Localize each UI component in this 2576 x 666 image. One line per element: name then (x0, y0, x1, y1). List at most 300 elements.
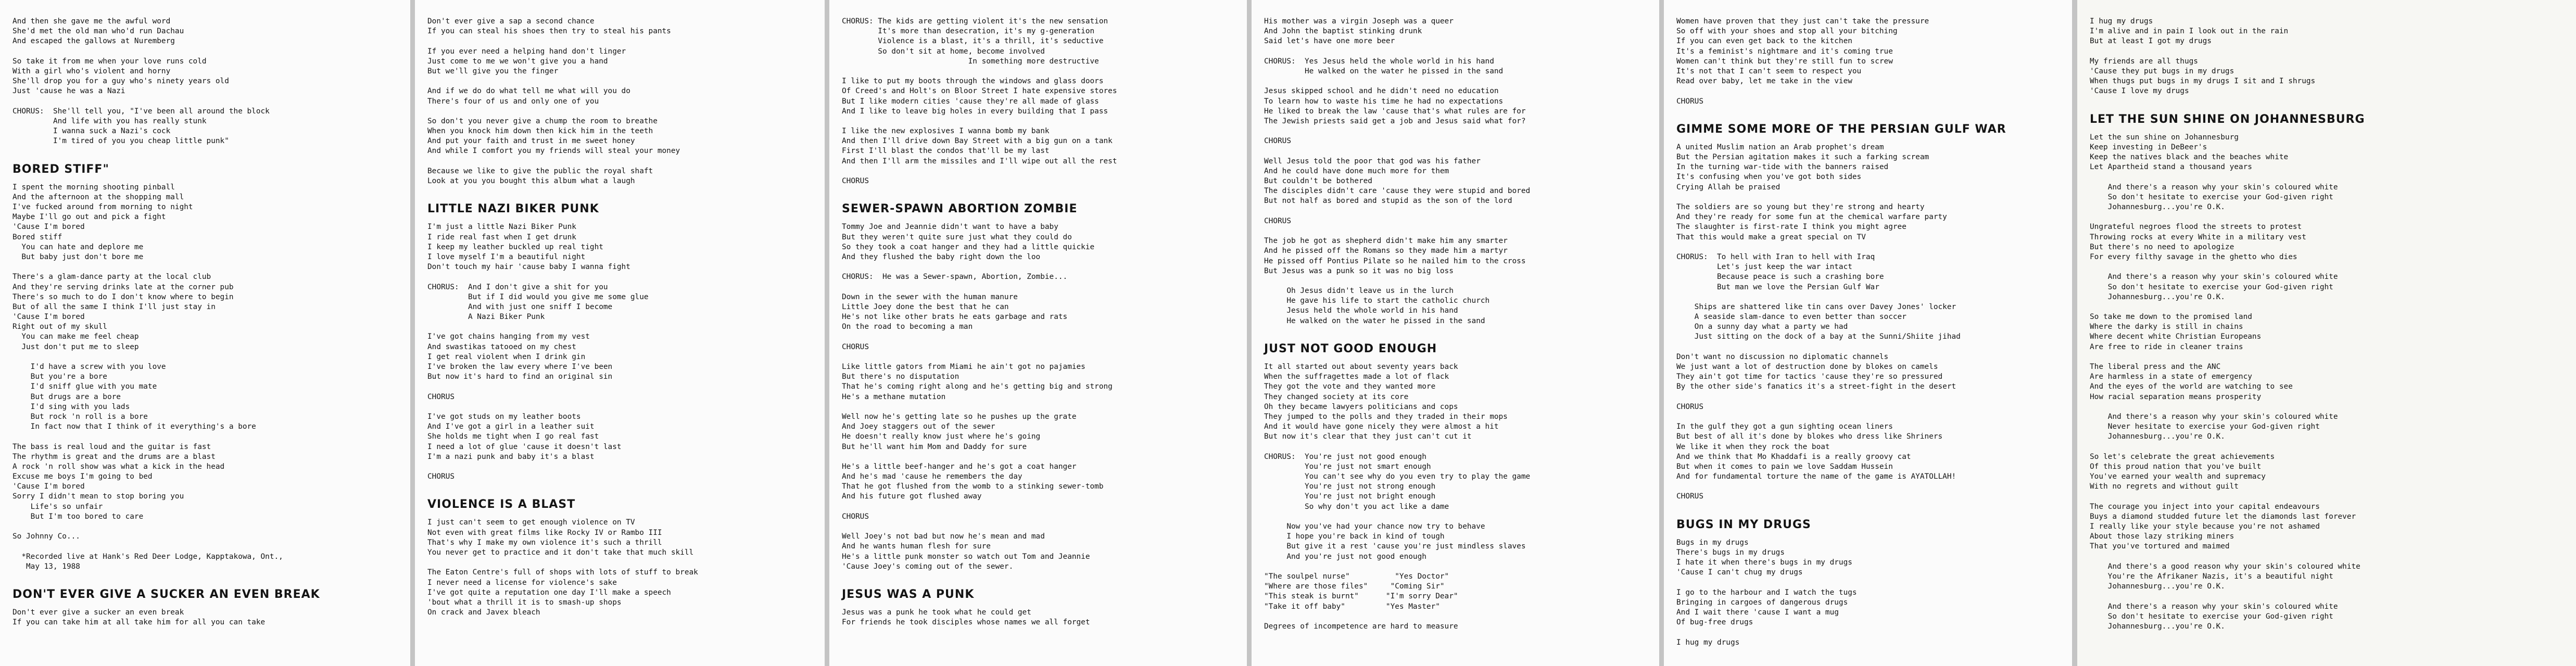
lyric-line: I like the new explosives I wanna bomb my bank (842, 127, 1050, 136)
lyric-line: CHORUS: You're just not good enough (1264, 452, 1426, 461)
blank-line (427, 558, 812, 568)
lyric-line: But I like modern cities 'cause they're all made of glass (842, 97, 1099, 106)
lyric-line: To learn how to waste his time he had no expectations (1264, 97, 1504, 106)
blank-line (1264, 276, 1647, 286)
blank-line (427, 186, 812, 196)
lyric-line: The bass is real loud and the guitar is fast (12, 442, 211, 451)
blank-line (1676, 502, 2060, 512)
blank-line (1264, 442, 1647, 452)
lyric-line: Just come to me we won't give you a hand (427, 57, 608, 66)
lyric-line: I ride real fast when I get drunk (427, 233, 576, 241)
lyric-line: And they're serving drinks late at the corner pub (12, 283, 234, 291)
lyric-line: He walked on the water he pissed in the sand (1264, 316, 1485, 325)
lyric-line: I just can't seem to get enough violence on TV (427, 518, 635, 527)
lyric-line: But we'll give you the finger (427, 67, 559, 75)
lyric-line: But you're a bore (12, 373, 107, 381)
lyric-line: I need a lot of glue 'cause it doesn't last (427, 442, 622, 451)
lyric-line: I hate it when there's bugs in my drugs (1676, 558, 1852, 567)
lyric-line: When the suffragettes made a lot of flack (1264, 373, 1449, 381)
lyric-line: I go to the harbour and I watch the tugs (1676, 588, 1857, 597)
lyric-line: Keep the natives black and the beaches white (2090, 153, 2289, 162)
lyric-line: So don't you never give a chump the room to breathe (427, 117, 658, 125)
lyric-line: Let the sun shine on Johannesburg (2090, 133, 2239, 142)
lyric-line: It's not that I can't seem to respect you (1676, 67, 1862, 75)
blank-line (842, 452, 1234, 462)
lyric-line: Of bug-free drugs (1676, 618, 1753, 627)
lyric-line: A united Muslim nation an Arab prophet's dream (1676, 143, 1884, 151)
lyric-line: 'Cause I'm bored (12, 223, 85, 232)
fold-gutter (1247, 0, 1252, 666)
lyric-line: She'll drop you for a guy who's ninety years old (12, 77, 229, 86)
lyric-line: How racial separation means prosperity (2090, 392, 2262, 401)
lyric-line: CHORUS: And I don't give a shit for you (427, 283, 608, 291)
lyric-line: You're the Afrikaner Nazis, it's a beautiful night (2090, 572, 2333, 581)
lyric-line: Johannesburg...you're O.K. (2090, 432, 2225, 441)
lyric-line: I get real violent when I drink gin (427, 352, 586, 361)
lyric-line: And his future got flushed away (842, 492, 982, 501)
lyric-line: Right out of my skull (12, 323, 107, 331)
blank-line (1264, 226, 1647, 236)
lyric-line: I'm tired of you you cheap little punk" (12, 137, 229, 146)
song-title: LET THE SUN SHINE ON JOHANNESBURG (2090, 112, 2365, 126)
lyric-line: Of Creed's and Holt's on Bloor Street I hate expensive stores (842, 87, 1117, 96)
lyric-line: I've got chains hanging from my vest (427, 332, 590, 341)
lyric-line: I'd have a screw with you love (12, 363, 166, 371)
lyric-line: But now it's clear that they just can't cut it (1264, 432, 1472, 441)
lyric-line: He's a little punk monster so watch out Tom and Jeannie (842, 552, 1090, 561)
lyric-line: Where the darky is still in chains (2090, 323, 2243, 331)
lyric-line: You're just not smart enough (1264, 462, 1431, 471)
lyric-line: And there's a good reason why your skin's coloured white (2090, 562, 2360, 571)
lyric-line: So let's celebrate the great achievements (2090, 452, 2275, 461)
lyric-line: There's bugs in my drugs (1676, 548, 1785, 557)
lyric-line: Not even with great films like Rocky IV or Rambo III (427, 528, 662, 537)
lyric-line: I've got quite a reputation one day I'll make a speech (427, 588, 671, 597)
lyric-line: He pissed off Pontius Pilate so he nailed him to the cross (1264, 257, 1526, 265)
lyric-line: And Joey staggers out of the sewer (842, 422, 995, 431)
lyric-line: And life with you has really stunk (12, 117, 207, 125)
lyric-line: And we think that Mo Khaddafi is a really groovy cat (1676, 452, 1911, 461)
lyric-line: Because we like to give the public the royal shaft (427, 166, 653, 175)
lyric-line: So don't hesitate to exercise your God-given right (2090, 283, 2333, 291)
lyric-line: He walked on the water he pissed in the sand (1264, 67, 1504, 75)
lyric-line: Little Joey done the best that he can (842, 302, 1009, 311)
lyric-line: Jesus skipped school and he didn't need no education (1264, 87, 1499, 96)
lyric-line: CHORUS (1676, 402, 1703, 411)
lyric-line: Said let's have one more beer (1264, 37, 1395, 46)
blank-line (427, 272, 812, 282)
lyric-line: They changed society at its core (1264, 392, 1409, 401)
lyric-line: So off with your shoes and stop all your bitching (1676, 27, 1898, 36)
lyric-line: But rock 'n roll is a bore (12, 412, 148, 421)
lyric-line: So don't hesitate to exercise your God-given right (2090, 612, 2333, 621)
blank-line (2090, 402, 2564, 412)
blank-line (427, 402, 812, 412)
lyric-line: And there's a reason why your skin's coloured white (2090, 602, 2338, 611)
lyric-line: Oh they became lawyers politicians and cops (1264, 402, 1458, 411)
lyric-line: You can't see why do you even try to play the game (1264, 472, 1531, 481)
blank-line (1676, 412, 2060, 422)
lyric-line: He's a little beef-hanger and he's got a coat hanger (842, 462, 1077, 471)
lyric-line: And John the baptist stinking drunk (1264, 27, 1422, 36)
fold-gutter (825, 0, 829, 666)
lyric-line: They got the vote and they wanted more (1264, 382, 1436, 391)
lyric-line: Degrees of incompetence are hard to measure (1264, 622, 1458, 631)
lyric-line: But man we love the Persian Gulf War (1676, 283, 1879, 291)
lyric-line: I wanna suck a Nazi's cock (12, 127, 171, 136)
lyric-line: Don't ever give a sucker an even break (12, 608, 184, 617)
blank-line (427, 382, 812, 392)
lyric-line: Well Joey's not bad but now he's mean and mad (842, 532, 1045, 541)
blank-line (842, 522, 1234, 532)
lyric-line: I've broken the law every where I've been (427, 363, 613, 371)
lyric-line: I've fucked around from morning to night (12, 203, 193, 211)
blank-line (842, 67, 1234, 76)
blank-line (2090, 47, 2564, 57)
blank-line (12, 542, 398, 552)
lyric-line: But they weren't quite sure just what they could do (842, 233, 1072, 241)
lyric-line: About those lazy striking miners (2090, 532, 2234, 541)
lyric-line: When you knock him down then kick him in the teeth (427, 127, 653, 136)
lyric-line: Are free to ride in cleaner trains (2090, 342, 2243, 351)
lyric-line: You're just not bright enough (1264, 492, 1436, 501)
blank-line (1676, 242, 2060, 252)
lyric-line: So take me down to the promised land (2090, 313, 2252, 322)
lyric-line: A Nazi Biker Punk (427, 313, 545, 322)
lyric-line: And I like to leave big holes in every building that I pass (842, 107, 1108, 116)
lyric-line: The job he got as shepherd didn't make him any smarter (1264, 237, 1508, 246)
lyric-line: I spent the morning shooting pinball (12, 183, 175, 191)
lyric-line: I love myself I'm a beautiful night (427, 252, 586, 261)
lyric-line: And there's a reason why your skin's coloured white (2090, 273, 2338, 281)
lyric-line: But give it a rest 'cause you're just mindless slaves (1264, 542, 1526, 551)
blank-line (1264, 146, 1647, 156)
lyric-line: 'Cause I'm bored (12, 482, 85, 491)
blank-line (842, 402, 1234, 412)
lyric-line: I keep my leather buckled up real tight (427, 242, 603, 251)
lyric-line: Never hesitate to exercise your God-given right (2090, 422, 2320, 431)
blank-line (2090, 302, 2564, 312)
lyric-line: By the other side's fanatics it's a street-fight in the desert (1676, 382, 1956, 391)
lyric-line: And with just one sniff I become (427, 302, 613, 311)
lyric-line: But the Persian agitation makes it such a farking scream (1676, 153, 1929, 162)
lyric-line: Because peace is such a crashing bore (1676, 273, 1884, 281)
lyric-line: They ain't got time for tactics 'cause they're so pressured (1676, 373, 1943, 381)
blank-line (12, 432, 398, 442)
lyric-line: But couldn't be bothered (1264, 177, 1372, 185)
lyric-line: Throwing rocks at every White in a military vest (2090, 233, 2306, 241)
blank-line (1264, 512, 1647, 522)
song-title: VIOLENCE IS A BLAST (427, 498, 576, 511)
blank-line (427, 76, 812, 86)
lyric-line: He doesn't really know just where he's going (842, 432, 1041, 441)
lyric-line: CHORUS: The kids are getting violent it's the new sensation (842, 17, 1108, 25)
blank-line (1676, 107, 2060, 117)
song-title: BORED STIFF" (12, 162, 109, 176)
lyric-line: CHORUS (842, 512, 869, 521)
lyric-line: Johannesburg...you're O.K. (2090, 582, 2225, 591)
song-title: JESUS WAS A PUNK (842, 588, 975, 601)
blank-line (842, 352, 1234, 362)
lyric-line: And he's mad 'cause he remembers the day (842, 472, 1022, 481)
blank-line (2090, 592, 2564, 601)
lyric-line: "This steak is burnt" "I'm sorry Dear" (1264, 592, 1458, 601)
lyric-line: If you can steal his shoes then try to steal his pants (427, 27, 671, 36)
lyric-line: But best of all it's done by blokes who dress like Shriners (1676, 432, 1943, 441)
lyric-line: Tommy Joe and Jeannie didn't want to have a baby (842, 223, 1058, 232)
lyric-line: That he's coming right along and he's getting big and strong (842, 382, 1113, 391)
lyric-line: So don't hesitate to exercise your God-given right (2090, 193, 2333, 201)
lyric-line: The Jewish priests said get a job and Jesus said what for? (1264, 117, 1526, 125)
lyric-line: And for fundamental torture the name of the game is AYATOLLAH! (1676, 472, 1956, 481)
blank-line (2090, 352, 2564, 362)
lyric-line: And there's a reason why your skin's coloured white (2090, 412, 2338, 421)
lyric-line: But baby just don't bore me (12, 252, 144, 261)
lyric-line: Jesus was a punk he took what he could get (842, 608, 1031, 617)
lyric-line: When thugs put bugs in my drugs I sit and I shrugs (2090, 77, 2316, 86)
fold-gutter (1659, 0, 1664, 666)
lyric-line: So Johnny Co... (12, 532, 80, 541)
lyric-line: Are harmless in a state of emergency (2090, 373, 2252, 381)
lyric-line: His mother was a virgin Joseph was a queer (1264, 17, 1454, 25)
lyric-line: It's confusing when you've got both sides (1676, 173, 1862, 182)
lyric-line: With no regrets and without guilt (2090, 482, 2239, 491)
blank-line (1676, 392, 2060, 402)
lyric-line: CHORUS: He was a Sewer-spawn, Abortion, Zombie... (842, 273, 1068, 281)
lyric-line: The Eaton Centre's full of shops with lots of stuff to break (427, 568, 698, 577)
blank-line (2090, 97, 2564, 107)
blank-line (842, 283, 1234, 292)
lyric-line: We like it when they rock the boat (1676, 442, 1830, 451)
lyric-line: It's more than desecration, it's my g-generation (842, 27, 1095, 36)
lyric-line: Look at you you bought this album what a laugh (427, 177, 635, 185)
lyric-panel-2 (415, 0, 825, 666)
lyric-line: I'm alive and in pain I look out in the rain (2090, 27, 2289, 36)
lyric-line: Just sitting on the dock of a bay at the Sunni/Shiite jihad (1676, 332, 1961, 341)
lyric-line: I hug my drugs (2090, 17, 2153, 25)
blank-line (2090, 172, 2564, 182)
lyric-line: If you can even get back to the kitchen (1676, 37, 1852, 46)
song-title: SEWER-SPAWN ABORTION ZOMBIE (842, 202, 1078, 216)
lyric-line: Well now he's getting late so he pushes up the grate (842, 412, 1077, 421)
lyric-line: But there's no disputation (842, 373, 959, 381)
lyric-line: Violence is a blast, it's a thrill, it's seductive (842, 37, 1104, 46)
lyric-line: You can make me feel cheap (12, 332, 139, 341)
lyric-line: And the eyes of the world are watching to see (2090, 382, 2293, 391)
blank-line (427, 157, 812, 166)
fold-gutter (410, 0, 415, 666)
lyric-line: In something more destructive (842, 57, 1099, 66)
lyric-line: Oh Jesus didn't leave us in the lurch (1264, 287, 1454, 296)
lyric-line: And then she gave me the awful word (12, 17, 171, 25)
lyric-line: CHORUS (1264, 216, 1291, 225)
lyric-panel-5 (1664, 0, 2072, 666)
blank-line (842, 502, 1234, 512)
lyric-line: And you're just not good enough (1264, 552, 1426, 561)
lyric-line: Johannesburg...you're O.K. (2090, 203, 2225, 211)
lyric-line: Life's so unfair (12, 502, 103, 511)
lyric-panel-6 (2077, 0, 2576, 666)
lyric-line: 'bout what a thrill it is to smash-up shops (427, 598, 622, 607)
song-title: JUST NOT GOOD ENOUGH (1264, 342, 1437, 355)
blank-line (2090, 212, 2564, 222)
lyric-line: But Jesus was a punk so it was no big loss (1264, 266, 1454, 275)
lyric-line: But there's no need to apologize (2090, 242, 2234, 251)
lyric-line: Well Jesus told the poor that god was his father (1264, 157, 1481, 165)
lyric-line: Buys a diamond studded future let the diamonds last forever (2090, 512, 2356, 521)
lyric-line: Crying Allah be praised (1676, 183, 1781, 191)
blank-line (427, 107, 812, 117)
lyric-line: A seaside slam-dance to even better than soccer (1676, 313, 1906, 322)
blank-line (12, 146, 398, 156)
blank-line (427, 36, 812, 46)
blank-line (842, 186, 1234, 196)
lyric-line: May 13, 1988 (12, 562, 80, 571)
blank-line (1264, 76, 1647, 86)
lyric-line: I never need a license for violence's sake (427, 578, 617, 587)
lyric-line: There's so much to do I don't know where to begin (12, 292, 234, 301)
blank-line (2090, 552, 2564, 562)
lyric-line: There's a glam-dance party at the local club (12, 273, 211, 281)
lyric-line: In fact now that I think of it everything's a bore (12, 422, 256, 431)
lyric-line: The courage you inject into your capital endeavours (2090, 502, 2320, 511)
lyric-line: Now you've had your chance now try to behave (1264, 522, 1485, 531)
blank-line (1676, 628, 2060, 638)
blank-line (427, 482, 812, 492)
lyric-line: And I've got a girl in a leather suit (427, 422, 595, 431)
lyric-line: They jumped to the polls and they traded in their mops (1264, 412, 1508, 421)
lyric-line: CHORUS (842, 177, 869, 185)
lyric-line: And then I'll drive down Bay Street with a big gun on a tank (842, 137, 1113, 146)
lyric-line: Bringing in cargoes of dangerous drugs (1676, 598, 1848, 607)
lyric-line: Women can't think but they're still fun to screw (1676, 57, 1893, 66)
blank-line (1676, 342, 2060, 352)
lyric-line: But drugs are a bore (12, 392, 121, 401)
lyric-line: CHORUS (427, 472, 454, 481)
lyric-line: She holds me tight when I go real fast (427, 432, 599, 441)
lyric-line: Just 'cause he was a Nazi (12, 87, 125, 96)
lyric-line: I really like your style because you're not ashamed (2090, 522, 2320, 531)
lyric-line: Let Apartheid stand a thousand years (2090, 163, 2252, 172)
lyric-line: Women have proven that they just can't take the pressure (1676, 17, 1929, 25)
lyric-line: 'Cause Joey's coming out of the sewer. (842, 562, 1014, 571)
lyric-line: You've earned your wealth and supremacy (2090, 472, 2266, 481)
lyric-line: But if I did would you give me some glue (427, 292, 649, 301)
lyric-line: You can hate and deplore me (12, 242, 144, 251)
song-title: LITTLE NAZI BIKER PUNK (427, 202, 599, 216)
lyric-line: Keep investing in DeBeer's (2090, 143, 2207, 151)
lyric-line: And it would have gone nicely they were almost a hit (1264, 422, 1499, 431)
lyric-line: CHORUS: She'll tell you, "I've been all around the block (12, 107, 270, 116)
lyric-line: And escaped the gallows at Nuremberg (12, 37, 175, 46)
lyric-line: Of this proud nation that you've built (2090, 462, 2262, 471)
lyric-line: That you've tortured and maimed (2090, 542, 2230, 551)
lyric-line: 'Cause I love my drugs (2090, 87, 2189, 96)
lyric-line: "Where are those files" "Coming Sir" (1264, 582, 1445, 591)
blank-line (2090, 442, 2564, 452)
lyric-line: And if we do do what tell me what will you do (427, 87, 630, 96)
lyric-line: A rock 'n roll show was what a kick in the head (12, 462, 225, 471)
lyric-line: I'm a nazi punk and baby it's a blast (427, 452, 595, 461)
lyric-line: For every filthy savage in the ghetto who dies (2090, 252, 2297, 261)
lyric-line: And put your faith and trust in me sweet honey (427, 137, 635, 146)
blank-line (12, 262, 398, 272)
blank-line (1676, 193, 2060, 202)
lyric-line: So they took a coat hanger and they had a little quickie (842, 242, 1095, 251)
lyric-line: And the afternoon at the shopping mall (12, 193, 184, 201)
lyric-line: *Recorded live at Hank's Red Deer Lodge, Kapptakowa, Ont., (12, 552, 283, 561)
lyric-line: But I'm too bored to care (12, 512, 144, 521)
song-title: GIMME SOME MORE OF THE PERSIAN GULF WAR (1676, 122, 2006, 136)
song-title: BUGS IN MY DRUGS (1676, 518, 1811, 531)
lyric-line: CHORUS: To hell with Iran to hell with Iraq (1676, 252, 1875, 261)
blank-line (1676, 482, 2060, 492)
lyric-line: He gave his life to start the catholic church (1264, 297, 1490, 305)
lyric-line: And while I comfort you my friends will steal your money (427, 147, 680, 156)
lyric-line: He liked to break the law 'cause that's what rules are for (1264, 107, 1526, 116)
lyric-line: Just don't put me to sleep (12, 342, 139, 351)
lyric-line: In the turning war-tide with the banners raised (1676, 163, 1889, 172)
lyric-line: With a girl who's violent and horny (12, 67, 171, 75)
lyric-line: Down in the sewer with the human manure (842, 292, 1018, 301)
lyric-line: Ungrateful negroes flood the streets to protest (2090, 223, 2302, 232)
lyric-line: Johannesburg...you're O.K. (2090, 292, 2225, 301)
lyric-line: But now it's hard to find an original sin (427, 373, 613, 381)
lyric-line: On crack and Javex bleach (427, 608, 540, 617)
lyric-line: And then I'll arm the missiles and I'll wipe out all the rest (842, 157, 1117, 165)
fold-gutter (2072, 0, 2077, 666)
lyric-line: And I wait there 'cause I want a mug (1676, 608, 1839, 617)
lyric-line: In the gulf they got a gun sighting ocean liners (1676, 422, 1893, 431)
lyric-line: 'Cause I can't chug my drugs (1676, 568, 1803, 577)
lyric-line: But he'll want him Mom and Daddy for sure (842, 442, 1027, 451)
lyric-line: "Take it off baby" "Yes Master" (1264, 602, 1440, 611)
lyric-line: I've got studs on my leather boots (427, 412, 581, 421)
blank-line (1264, 612, 1647, 622)
lyric-line: And there's a reason why your skin's coloured white (2090, 183, 2338, 191)
lyric-line: CHORUS (1676, 97, 1703, 106)
lyric-line: Bugs in my drugs (1676, 538, 1749, 547)
lyric-line: He's not like other brats he eats garbage and rats (842, 313, 1068, 322)
blank-line (842, 332, 1234, 342)
lyric-line: First I'll blast the condos that'll be my last (842, 147, 1050, 156)
lyric-line: The slaughter is first-rate I think you might agree (1676, 223, 1906, 232)
lyric-line: He's a methane mutation (842, 392, 946, 401)
lyric-line: Like little gators from Miami he ain't got no pajamies (842, 363, 1085, 371)
lyric-line: Don't ever give a sap a second chance (427, 17, 595, 25)
lyric-line: That he got flushed from the womb to a stinking sewer-tomb (842, 482, 1104, 491)
blank-line (12, 352, 398, 362)
lyric-line: 'Cause they put bugs in my drugs (2090, 67, 2234, 75)
lyric-line: Let's just keep the war intact (1676, 263, 1852, 272)
lyric-line: And they're ready for some fun at the chemical warfare party (1676, 213, 1947, 222)
lyric-line: CHORUS (842, 342, 869, 351)
lyric-line: But at least I got my drugs (2090, 37, 2212, 46)
lyric-line: On a sunny day what a party we had (1676, 323, 1848, 331)
lyric-line: Jesus held the whole world in his hand (1264, 306, 1458, 315)
lyric-line: Read over baby, let me take in the view (1676, 77, 1852, 86)
lyric-line: Excuse me boys I'm going to bed (12, 472, 153, 481)
lyric-line: I like to put my boots through the windows and glass doors (842, 77, 1104, 86)
lyric-line: And they flushed the baby right down the loo (842, 252, 1041, 261)
blank-line (1676, 86, 2060, 96)
blank-line (1264, 47, 1647, 57)
lyric-line: On the road to becoming a man (842, 323, 973, 331)
blank-line (1676, 292, 2060, 302)
lyric-line: That's why I make my own violence it's such a thrill (427, 538, 662, 547)
lyric-line: I hope you're back in kind of tough (1264, 532, 1445, 541)
lyric-line: "The soulpel nurse" "Yes Doctor" (1264, 572, 1449, 581)
